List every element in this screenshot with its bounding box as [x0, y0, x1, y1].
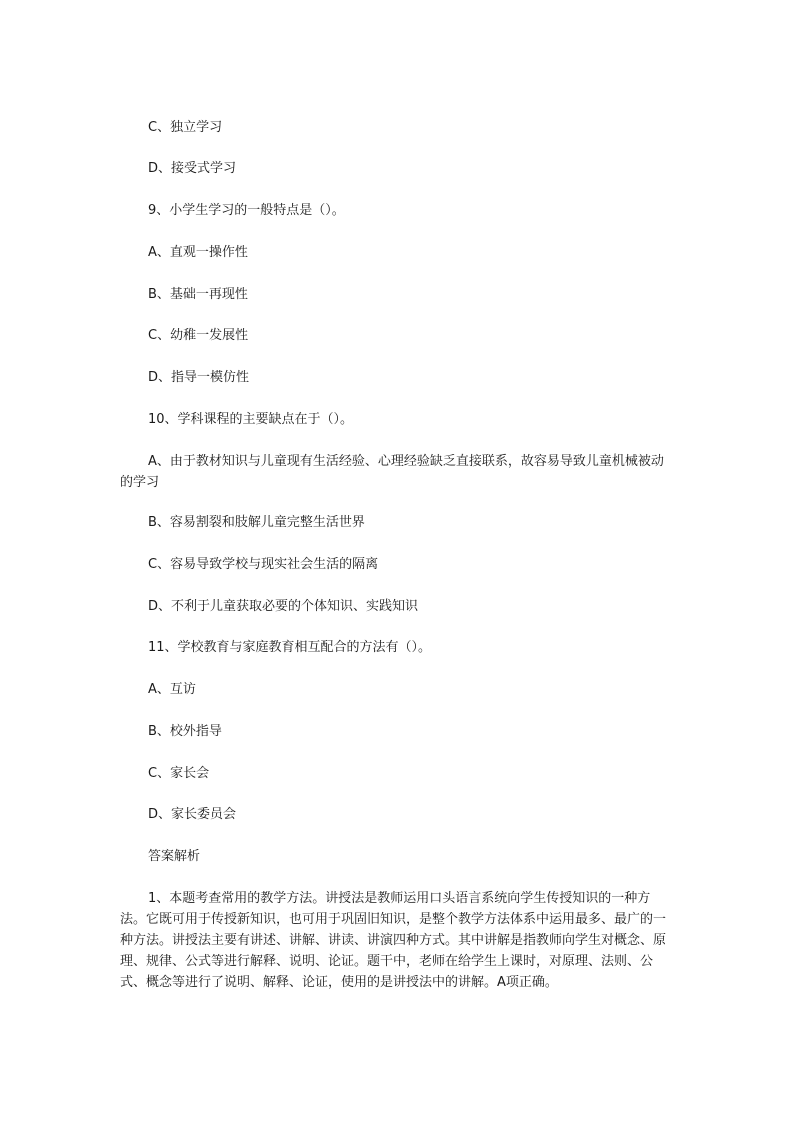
option-c-q11: C、家长会 — [148, 766, 210, 781]
question-10: 10、学科课程的主要缺点在于（）。 — [148, 412, 354, 427]
question-9: 9、小学生学习的一般特点是（）。 — [148, 203, 345, 218]
answer-analysis-heading: 答案解析 — [148, 849, 201, 864]
option-d-q10: D、不利于儿童获取必要的个体知识、实践知识 — [148, 599, 419, 614]
option-a-q9: A、直观一操作性 — [148, 245, 248, 260]
option-a-q10: A、由于教材知识与儿童现有生活经验、心理经验缺乏直接联系，故容易导致儿童机械被动的学习 — [120, 454, 664, 490]
option-b-q9: B、基础一再现性 — [148, 287, 248, 302]
option-c-q10: C、容易导致学校与现实社会生活的隔离 — [148, 557, 379, 572]
question-11: 11、学校教育与家庭教育相互配合的方法有（）。 — [148, 640, 432, 655]
option-d-q11: D、家长委员会 — [148, 807, 237, 822]
option-b-q10: B、容易割裂和肢解儿童完整生活世界 — [148, 515, 365, 530]
answer-1-explanation: 1、本题考查常用的教学方法。讲授法是教师运用口头语言系统向学生传授知识的一种方法。它既可用于传授新知识，也可用于巩固旧知识，是整个教学方法体系中运用最多、最广的一种方法。讲授法主要有讲述、讲解、讲读、讲演四种方式。其中讲解是指教师向学生对概念、原理、规律、公式等进行解释、说明、论证。题干中，老师在给学生上课时，对原理、法则、公式、概念等进行了说明、解释、论证，使用的是讲授法中的讲解。A项正确。 — [120, 891, 667, 990]
option-d-q8: D、接受式学习 — [148, 161, 237, 176]
option-d-q9: D、指导一模仿性 — [148, 370, 250, 385]
option-c-q8: C、独立学习 — [148, 120, 223, 135]
option-c-q9: C、幼稚一发展性 — [148, 328, 249, 343]
option-a-q11: A、互访 — [148, 682, 196, 697]
option-b-q11: B、校外指导 — [148, 724, 222, 739]
